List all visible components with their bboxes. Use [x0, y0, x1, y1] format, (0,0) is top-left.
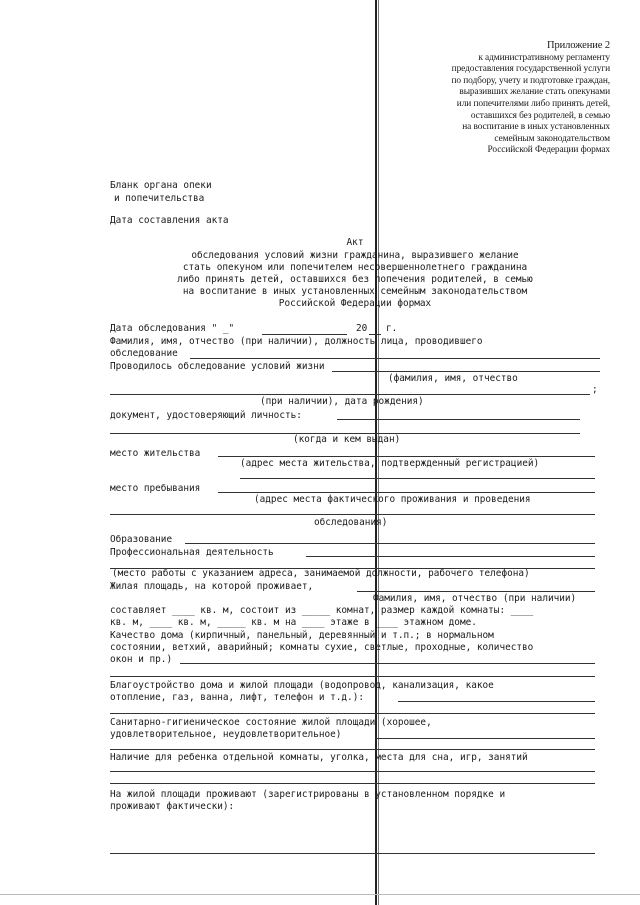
amenities-input-line2 [110, 713, 595, 714]
examiner-input-line [190, 358, 600, 359]
profession-input-line [306, 556, 595, 557]
stay-input-line2 [110, 514, 595, 515]
fio-input-line [110, 394, 590, 395]
area-line2: кв. м, ____ кв. м, _____ кв. м на ____ этаже в ____ этажном доме. [110, 617, 477, 628]
profession-label: Профессиональная деятельность [110, 547, 274, 558]
sanitary-line1: Санитарно-гигиеническое состояние жилой площади (хорошее, [110, 717, 432, 728]
id-doc-input-line [337, 419, 580, 420]
living-area-input-line [357, 591, 595, 592]
stay-label: место пребывания [110, 483, 201, 494]
hint-stay-line1: (адрес места фактического проживания и проведения [254, 494, 531, 505]
appendix-line: семейным законодательством [494, 133, 610, 144]
page-fold-line [375, 0, 377, 905]
examiner-label-line2: обследование [110, 348, 178, 359]
appendix-line: выразивших желание стать опекунами [459, 87, 610, 98]
living-area-label: Жилая площадь, на которой проживает, [110, 581, 314, 592]
date-exam-year-line [369, 334, 381, 335]
page-fold-shadow [378, 0, 379, 905]
residents-line2: проживают фактически): [110, 801, 235, 812]
hint-work: (место работы с указанием адреса, занимаемой должности, рабочего телефона) [112, 568, 530, 579]
act-subtitle-line: стать опекуном или попечителем несовершеннолетнего гражданина [182, 262, 528, 273]
examiner-label-line1: Фамилия, имя, отчество (при наличии), должность лица, проводившего [110, 336, 483, 347]
conducted-label: Проводилось обследование условий жизни [110, 361, 325, 372]
residence-input-line2 [240, 478, 595, 479]
appendix-line: к административному регламенту [478, 52, 610, 63]
residents-input-line [110, 853, 595, 854]
amenities-line2: отопление, газ, ванна, лифт, телефон и т.д.): [110, 692, 364, 703]
appendix-line: или попечителями либо принять детей, [456, 98, 610, 109]
date-exam-label: Дата обследования " _" [110, 323, 235, 334]
education-label: Образование [110, 534, 173, 545]
appendix-header [400, 40, 610, 157]
hint-fio2: Фамилия, имя, отчество (при наличии) [373, 593, 577, 604]
conducted-input-line [332, 371, 600, 372]
date-exam-month-line [262, 334, 347, 335]
residence-input-line [218, 456, 595, 457]
child-room-input-line [110, 771, 595, 772]
id-doc-label: документ, удостоверяющий личность: [110, 410, 302, 421]
appendix-title: Приложение 2 [546, 40, 610, 51]
act-subtitle-line: Российской Федерации формах [278, 298, 432, 309]
appendix-line: Российской Федерации формах [487, 145, 610, 156]
authority-blank-line2: и попечительства [114, 193, 205, 204]
house-quality-line2: состоянии, ветхий, аварийный; комнаты сухие, светлые, проходные, количество [110, 642, 534, 653]
house-quality-input-line2 [110, 676, 595, 677]
residence-label: место жительства [110, 448, 201, 459]
sanitary-input-line [376, 738, 595, 739]
date-exam-year-prefix: 20 [356, 323, 368, 334]
stay-input-line [218, 492, 595, 493]
date-exam-year-suffix: г. [386, 323, 398, 334]
residents-line1: На жилой площади проживают (зарегистрированы в установленном порядке и [110, 789, 506, 800]
hint-stay-line2: обследования) [314, 517, 388, 528]
sanitary-line2: удовлетворительное, неудовлетворительное) [110, 729, 342, 740]
hint-dob: (при наличии), дата рождения) [260, 396, 424, 407]
page-bottom-edge [0, 894, 640, 895]
amenities-input-line [398, 701, 595, 702]
act-subtitle-line: обследования условий жизни гражданина, выразившего желание [191, 250, 519, 261]
hint-issued: (когда и кем выдан) [293, 434, 401, 445]
amenities-line1: Благоустройство дома и жилой площади (водопровод, канализация, какое [110, 680, 494, 691]
house-quality-input-line [180, 663, 595, 664]
date-compiled-label: Дата составления акта [110, 215, 229, 226]
house-quality-line1: Качество дома (кирпичный, панельный, деревянный и т.п.; в нормальном [110, 630, 494, 641]
house-quality-line3: окон и пр.) [110, 654, 173, 665]
area-line1: составляет ____ кв. м, состоит из _____ комнат, размер каждой комнаты: ____ [110, 605, 534, 616]
appendix-line: на воспитание в иных установленных [462, 122, 610, 133]
hint-fio: (фамилия, имя, отчество [388, 373, 518, 384]
hint-residence: (адрес места жительства, подтвержденный регистрацией) [240, 458, 540, 469]
child-room-input-line2 [110, 783, 595, 784]
appendix-line: предоставления государственной услуги [451, 64, 610, 75]
sanitary-input-line2 [110, 749, 595, 750]
appendix-line: оставшихся без родителей, в семью [470, 110, 610, 121]
authority-blank-line1: Бланк органа опеки [110, 180, 212, 191]
act-subtitle-line: либо принять детей, оставшихся без попечения родителей, в семью [177, 274, 533, 285]
act-title: Акт [346, 237, 364, 248]
appendix-line: по подбору, учету и подготовке граждан, [451, 75, 610, 86]
child-room-line1: Наличие для ребенка отдельной комнаты, уголка, места для сна, игр, занятий [110, 752, 528, 763]
act-subtitle-line: на воспитание в иных установленных семейным законодательством [182, 286, 528, 297]
education-input-line [185, 543, 595, 544]
fio-semicolon: ; [592, 384, 598, 395]
